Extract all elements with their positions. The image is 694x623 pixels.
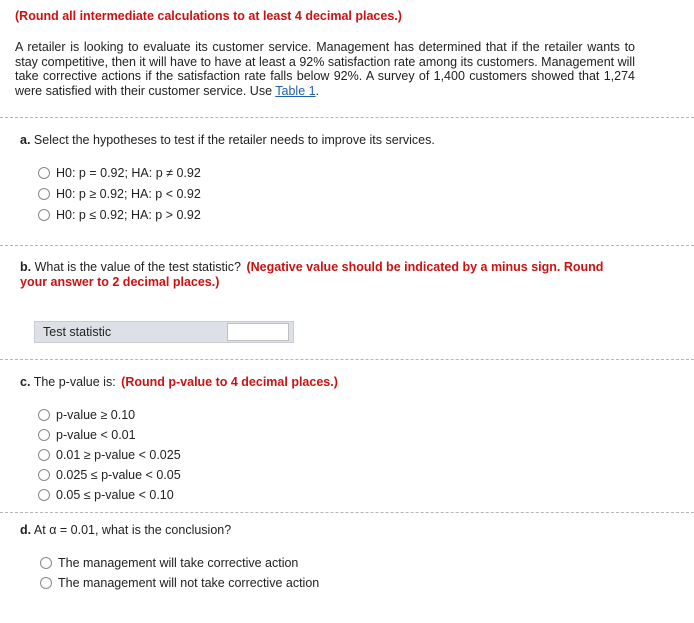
question-d — [20, 523, 231, 537]
qa-option-label: H0: p ≤ 0.92; HA: p > 0.92 — [56, 208, 201, 222]
qa-option-label: H0: p = 0.92; HA: p ≠ 0.92 — [56, 166, 201, 180]
qc-option-label: 0.05 ≤ p-value < 0.10 — [56, 488, 174, 502]
test-statistic-input[interactable] — [227, 323, 289, 341]
problem-text: A retailer is looking to evaluate its customer service. Management has determined that if the retailer wants to stay competitive, then it will have to have at least a 92% satisfaction rate among its customers. Management will take corrective actions if the satisfaction rate falls below 92%. A survey of 1,400 customers showed that 1,274 were satisfied with their customer service. Use — [15, 40, 635, 98]
table-1-link[interactable]: Table 1 — [275, 83, 316, 98]
test-statistic-label: Test statistic — [43, 325, 112, 339]
radio-button[interactable] — [40, 577, 52, 589]
radio-button[interactable] — [38, 209, 50, 221]
radio-button[interactable] — [38, 188, 50, 200]
qc-option-3[interactable] — [38, 446, 181, 464]
qc-option-label: 0.025 ≤ p-value < 0.05 — [56, 468, 181, 482]
radio-button[interactable] — [38, 489, 50, 501]
question-d-text: At α = 0.01, what is the conclusion? — [33, 523, 232, 537]
question-b — [20, 260, 630, 290]
qc-option-label: p-value ≥ 0.10 — [56, 408, 136, 422]
divider — [0, 359, 694, 360]
radio-button[interactable] — [38, 167, 50, 179]
test-statistic-row — [34, 321, 294, 343]
question-c-letter: c. — [20, 375, 31, 389]
radio-button[interactable] — [40, 557, 52, 569]
qd-option-label: The management will not take corrective action — [58, 576, 320, 590]
question-d-letter: d. — [20, 523, 32, 537]
qc-option-1[interactable] — [38, 406, 135, 424]
divider — [0, 245, 694, 246]
qc-option-2[interactable] — [38, 426, 136, 444]
question-c-text: The p-value is: — [33, 375, 116, 389]
radio-button[interactable] — [38, 409, 50, 421]
qc-option-label: 0.01 ≥ p-value < 0.025 — [56, 448, 181, 462]
question-b-note: (Negative value should be indicated by a minus sign. Round your answer to 2 decimal places.) — [20, 260, 604, 289]
qc-option-5[interactable] — [38, 486, 174, 504]
problem-end: . — [315, 83, 320, 98]
question-a-text: Select the hypotheses to test if the retailer needs to improve its services. — [33, 133, 435, 147]
qa-option-1[interactable] — [38, 164, 201, 182]
question-c-note: (Round p-value to 4 decimal places.) — [121, 375, 338, 389]
qd-option-2[interactable] — [40, 574, 319, 592]
qd-option-label: The management will take corrective action — [58, 556, 299, 570]
qc-option-4[interactable] — [38, 466, 181, 484]
question-b-letter: b. — [20, 260, 32, 274]
question-a — [20, 133, 435, 147]
divider — [0, 512, 694, 513]
qa-option-2[interactable] — [38, 185, 201, 203]
radio-button[interactable] — [38, 449, 50, 461]
radio-button[interactable] — [38, 429, 50, 441]
question-c — [20, 375, 338, 389]
question-b-text: What is the value of the test statistic? — [34, 260, 241, 274]
divider — [0, 117, 694, 118]
qa-option-3[interactable] — [38, 206, 201, 224]
problem-statement — [15, 40, 635, 98]
qd-option-1[interactable] — [40, 554, 298, 572]
qc-option-label: p-value < 0.01 — [56, 428, 136, 442]
rounding-note: (Round all intermediate calculations to at least 4 decimal places.) — [15, 9, 402, 23]
question-a-letter: a. — [20, 133, 31, 147]
qa-option-label: H0: p ≥ 0.92; HA: p < 0.92 — [56, 187, 201, 201]
radio-button[interactable] — [38, 469, 50, 481]
